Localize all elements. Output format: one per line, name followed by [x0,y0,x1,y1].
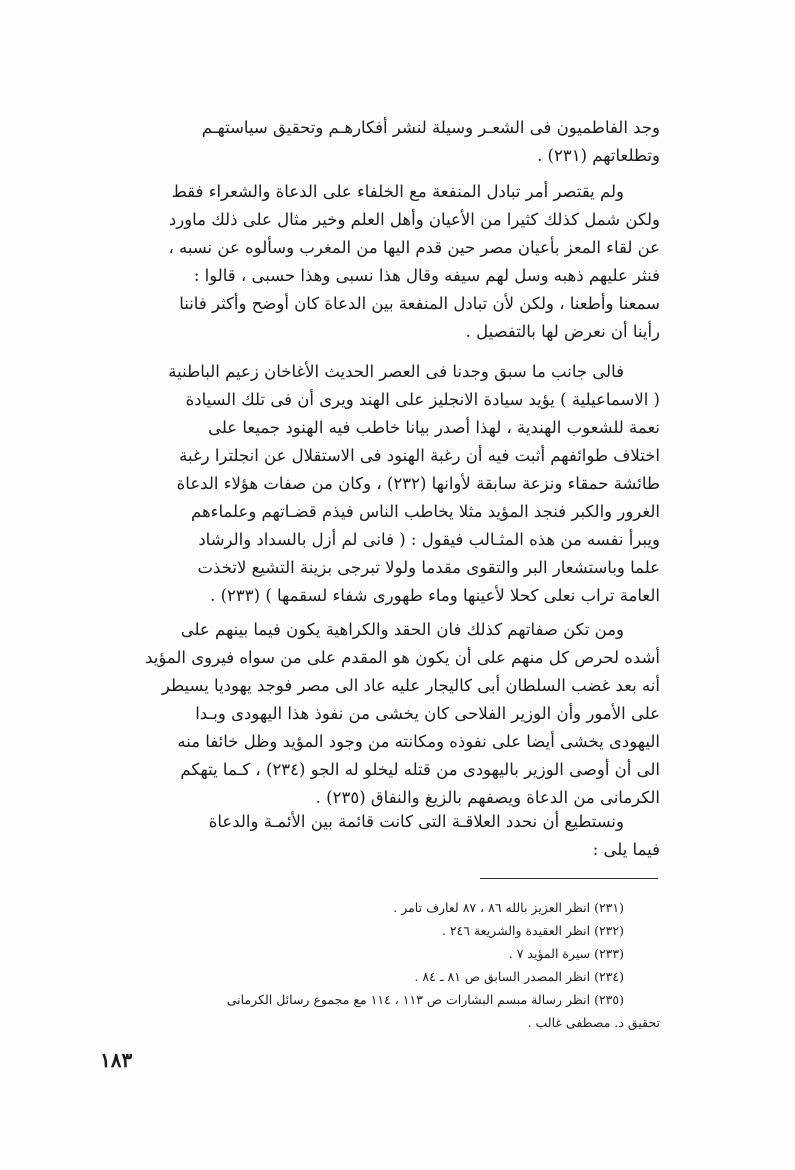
text-line: الى أن أوصى الوزير باليهودى من قتله ليخلو له الجو (٢٣٤) ، كـما يتهكم [180,760,660,779]
footnote-235: (٢٣٥) انظر رسالة مبسم البشارات ص ١١٣ ، ١١٤ مع مجموع رسائل الكرمانى [226,992,624,1007]
footnote-232: (٢٣٢) انظر العقيدة والشريعة ٢٤٦ . [441,923,624,938]
text-line: ويبرأ نفسه من هذه المثـالب فيقول : ( فانى لم أزل بالسداد والرشاد [198,530,660,549]
paragraph-2 [100,178,660,346]
footnote-235-continuation: تحقيق د. مصطفى غالب . [527,1015,660,1030]
text-line: الغرور والكبر فنجد المؤيد مثلا يخاطب الناس فيذم قضـاتهم وعلماءهم [191,502,660,521]
paragraph-5 [100,808,660,864]
text-line: فنثر عليهم ذهبه وسل لهم سيفه وقال هذا نسبى وهذا حسبى ، قالوا : [193,266,660,285]
paragraph-3 [100,358,660,610]
text-line: اليهودى يخشى أيضا على نفوذه ومكانته من وجود المؤيد وظل خائفا منه [177,732,660,751]
page-number: ١٨٣ [100,1048,133,1072]
paragraph-1 [100,114,660,170]
text-line: وتطلعاتهم (٢٣١) . [537,146,660,165]
text-line: ( الاسماعيلية ) يؤيد سيادة الانجليز على الهند ويرى أن فى تلك السيادة [185,390,660,409]
text-line: أشده لحرص كل منهم على أن يكون هو المقدم على من سواه فيروى المؤيد [145,648,660,667]
text-line: على الأمور وأن الوزير الفلاحى كان يخشى من نفوذ هذا اليهودى وبـدا [195,704,660,723]
text-line: ومن تكن صفاتهم كذلك فان الحقد والكراهية يكون فيما بينهم على [180,620,624,639]
text-line: العامة تراب نعلى كحلا لأعينها وماء طهورى شفاء لسقمها ) (٢٣٣) . [210,586,660,605]
text-line: رأينا أن نعرض لها بالتفصيل . [465,322,660,341]
text-line: ولكن شمل كذلك كثيرا من الأعيان وأهل العلم وخير مثال على ذلك ماورد [168,210,660,229]
footnote-234: (٢٣٤) انظر المصدر السابق ص ٨١ ـ ٨٤ . [414,969,624,984]
text-line: سمعنا وأطعنا ، ولكن لأن تبادل المنفعة بين الدعاة كان أوضح وأكثر فاننا [179,294,660,313]
text-line: طائشة حمقاء ونزعة سابقة لأوانها (٢٣٢) ، وكان من صفات هؤلاء الدعاة [176,474,660,493]
text-line: علما وباستشعار البر والتقوى مقدما ولولا تبرجى بزينة التشيع لاتخذت [197,558,660,577]
text-line: اختلاف طوائفهم أثبت فيه أن رغبة الهنود فى الاستقلال عن انجلترا رغبة [179,446,660,465]
footnote-233: (٢٣٣) سيرة المؤيد ٧ . [508,946,624,961]
text-line: ونستطيع أن نحدد العلاقـة التى كانت قائمة بين الأئمـة والدعاة [208,812,624,831]
text-line: أنه بعد غضب السلطان أبى كاليجار عليه عاد الى مصر فوجد يهوديا يسيطر [161,676,660,695]
text-line: الكرمانى من الدعاة ويصفهم بالزيغ والنفاق (٢٣٥) . [315,788,660,807]
footnote-divider [480,878,658,879]
text-line: فالى جانب ما سبق وجدنا فى العصر الحديث الأغاخان زعيم الباطنية [168,362,624,381]
paragraph-4 [100,616,660,812]
text-line: فيما يلى : [592,840,660,859]
text-line: وجد الفاطميون فى الشعـر وسيلة لنشر أفكارهـم وتحقيق سياستهـم [201,118,660,137]
footnotes [100,896,660,1034]
text-line: ولم يقتصر أمر تبادل المنفعة مع الخلفاء على الدعاة والشعراء فقط [171,182,624,201]
text-line: نعمة للشعوب الهندية ، لهذا أصدر بيانا خاطب فيه الهنود جميعا على [208,418,660,437]
text-line: عن لقاء المعز بأعيان مصر حين قدم اليها من المغرب وسألوه عن نسبه ، [168,238,660,257]
footnote-231: (٢٣١) انظر العزيز بالله ٨٦ ، ٨٧ لعارف تامر . [393,900,624,915]
